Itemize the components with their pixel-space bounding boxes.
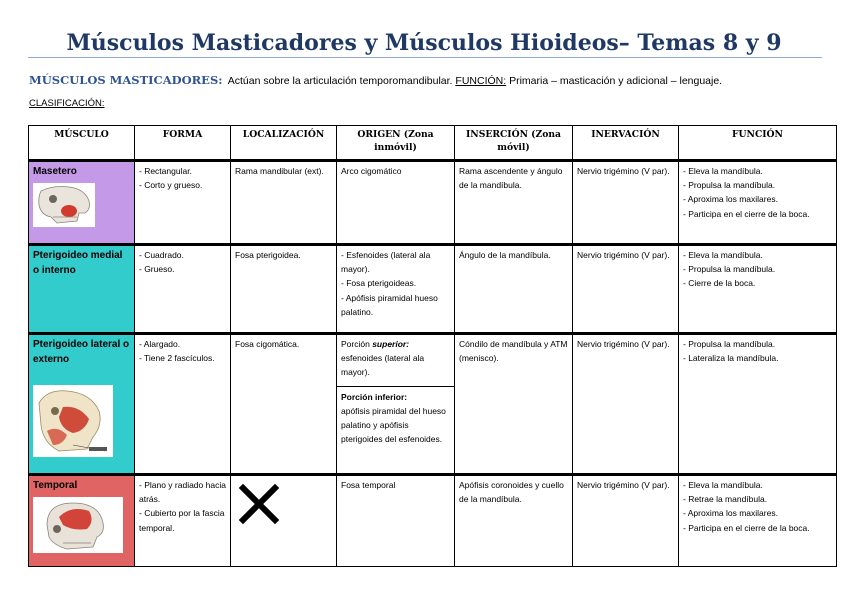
- table-row-pterigoideo-medial: [29, 245, 837, 334]
- cell-forma: [135, 161, 231, 245]
- skull-temporal-icon: [33, 497, 123, 553]
- funcion-line: - Lateraliza la mandíbula.: [683, 353, 779, 364]
- forma-line: - Corto y grueso.: [139, 180, 203, 191]
- cell-origen: Fosa temporal: [337, 475, 455, 567]
- cell-origen: [337, 334, 455, 475]
- funcion-line: - Cierre de la boca.: [683, 278, 756, 289]
- cell-forma: [135, 475, 231, 567]
- x-mark-icon: [239, 484, 279, 524]
- cell-forma: [135, 245, 231, 334]
- funcion-line: - Aproxima los maxilares.: [683, 194, 778, 205]
- muscle-name: Pterigoideo lateral o externo: [33, 339, 130, 365]
- table-header-row: [29, 126, 837, 161]
- header-musculo: MÚSCULO: [29, 126, 135, 161]
- cell-insercion: Ángulo de la mandíbula.: [455, 245, 573, 334]
- cell-inervacion: Nervio trigémino (V par).: [573, 161, 679, 245]
- cell-musculo: [29, 334, 135, 475]
- funcion-line: - Propulsa la mandíbula.: [683, 180, 776, 191]
- forma-line: - Tiene 2 fascículos.: [139, 353, 215, 364]
- intro-text: Actúan sobre la articulación temporomandibular.: [227, 75, 453, 87]
- funcion-label: FUNCIÓN:: [455, 75, 507, 87]
- origen-line: - Fosa pterigoideas.: [341, 278, 417, 289]
- funcion-line: - Aproxima los maxilares.: [683, 508, 778, 519]
- origen-line: - Apófisis piramidal hueso palatino.: [341, 292, 438, 317]
- clasificacion-label: CLASIFICACIÓN:: [29, 98, 105, 109]
- muscles-table: [28, 125, 837, 567]
- funcion-line: - Eleva la mandíbula.: [683, 480, 763, 490]
- funcion-text: Primaria – masticación y adicional – lenguaje.: [509, 75, 723, 87]
- forma-line: - Cubierto por la fascia temporal.: [139, 508, 225, 533]
- funcion-line: - Propulsa la mandíbula.: [683, 264, 776, 275]
- title-underline: [28, 57, 822, 58]
- header-forma: FORMA: [135, 126, 231, 161]
- funcion-line: - Eleva la mandíbula.: [683, 166, 763, 176]
- funcion-line: - Retrae la mandíbula.: [683, 494, 768, 505]
- cell-insercion: Rama ascendente y ángulo de la mandíbula.: [455, 161, 573, 245]
- funcion-line: - Propulsa la mandíbula.: [683, 339, 776, 349]
- funcion-line: - Participa en el cierre de la boca.: [683, 522, 810, 533]
- muscle-name: Masetero: [33, 166, 77, 177]
- origen-superior-text: esfenoides (lateral ala mayor).: [341, 353, 425, 378]
- skull-masetero-icon: [33, 183, 95, 227]
- cell-localizacion: Fosa pterigoidea.: [231, 245, 337, 334]
- muscle-name: Pterigoideo medial o interno: [33, 250, 123, 276]
- table-row-temporal: [29, 475, 837, 567]
- origen-inferior-label: Porción inferior:: [341, 391, 408, 402]
- origen-superior-emphasis: superior:: [372, 339, 410, 349]
- forma-line: - Cuadrado.: [139, 250, 184, 260]
- origen-superior: [341, 337, 450, 380]
- section-label: MÚSCULOS MASTICADORES:: [29, 73, 223, 87]
- origen-superior-label: Porción: [341, 339, 370, 349]
- origen-inferior-text: apófisis piramidal del hueso palatino y apófisis pterigoides del esfenoides.: [341, 405, 446, 445]
- cell-inervacion: Nervio trigémino (V par).: [573, 245, 679, 334]
- table-row-pterigoideo-lateral: [29, 334, 837, 475]
- forma-line: - Rectangular.: [139, 166, 192, 176]
- cell-funcion: [679, 245, 837, 334]
- cell-insercion: Cóndilo de mandíbula y ATM (menisco).: [455, 334, 573, 475]
- table-row-masetero: [29, 161, 837, 245]
- cell-insercion: Apófisis coronoides y cuello de la mandíbula.: [455, 475, 573, 567]
- header-localizacion: LOCALIZACIÓN: [231, 126, 337, 161]
- intro-line: [29, 73, 722, 87]
- funcion-line: - Participa en el cierre de la boca.: [683, 208, 810, 219]
- cell-funcion: [679, 334, 837, 475]
- cell-inervacion: Nervio trigémino (V par).: [573, 334, 679, 475]
- cell-funcion: [679, 161, 837, 245]
- forma-line: - Grueso.: [139, 264, 175, 275]
- cell-musculo: [29, 245, 135, 334]
- cell-funcion: [679, 475, 837, 567]
- cell-localizacion: Fosa cigomática.: [231, 334, 337, 475]
- header-funcion: FUNCIÓN: [679, 126, 837, 161]
- cell-musculo: [29, 161, 135, 245]
- cell-inervacion: Nervio trigémino (V par).: [573, 475, 679, 567]
- forma-line: - Alargado.: [139, 339, 181, 349]
- cell-forma: [135, 334, 231, 475]
- forma-line: - Plano y radiado hacia atrás.: [139, 480, 226, 505]
- cell-origen: [337, 245, 455, 334]
- page-title: Músculos Masticadores y Músculos Hioideos– Temas 8 y 9: [66, 30, 782, 56]
- origen-line: - Esfenoides (lateral ala mayor).: [341, 250, 431, 275]
- origen-inferior: [337, 386, 454, 447]
- cell-musculo: [29, 475, 135, 567]
- cell-localizacion: [231, 475, 337, 567]
- header-origen: ORIGEN (Zona inmóvil): [337, 126, 455, 161]
- cell-origen: Arco cigomático: [337, 161, 455, 245]
- header-inervacion: INERVACIÓN: [573, 126, 679, 161]
- funcion-line: - Eleva la mandíbula.: [683, 250, 763, 260]
- muscle-name: Temporal: [33, 480, 78, 491]
- pterigoideo-lateral-anatomy-icon: [33, 385, 113, 457]
- header-insercion: INSERCIÓN (Zona móvil): [455, 126, 573, 161]
- cell-localizacion: Rama mandibular (ext).: [231, 161, 337, 245]
